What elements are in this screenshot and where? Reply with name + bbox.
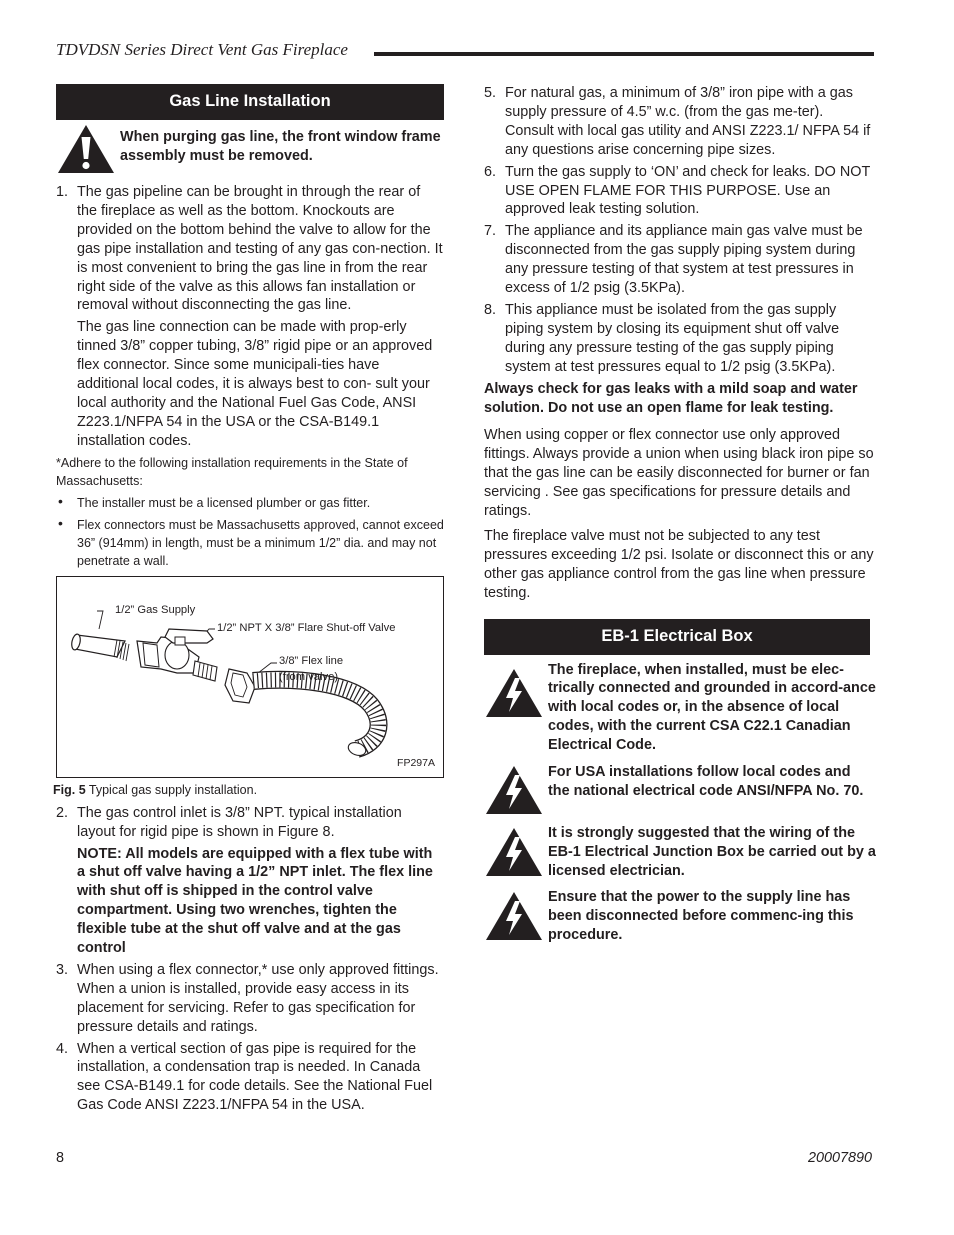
- left-list-1: [56, 183, 444, 451]
- list-item-7-number: 7.: [484, 223, 497, 240]
- figure-gas-supply: [56, 576, 444, 778]
- figure-caption-number: Fig. 5: [53, 782, 86, 797]
- lightning-triangle-icon: [484, 667, 544, 719]
- electrical-warning-3-text: It is strongly suggested that the wiring of the EB-1 Electrical Junction Box be carried out by a licensed electrician.: [548, 825, 876, 879]
- bullet-text: The installer must be a licensed plumber or gas fitter.: [77, 495, 371, 510]
- lightning-triangle-icon: [484, 890, 544, 942]
- list-item-7: [484, 222, 876, 298]
- label-flex-line-from-valve: (from valve): [279, 670, 339, 683]
- list-item-1-number: 1.: [56, 184, 69, 200]
- bullet-item: • The installer must be a licensed plumber or gas fitter.: [58, 492, 371, 510]
- lightning-triangle-icon: [484, 826, 544, 878]
- electrical-warning-2-text: For USA installations follow local codes and the national electrical code ANSI/NFPA No. 70.: [548, 764, 864, 799]
- electrical-warning-1-text: The fireplace, when installed, must be elec-trically connected and grounded in accord-ance with local codes or, in the absence of local codes, with the current CSA C22.1 Canadian Electrical Code.: [548, 661, 876, 754]
- list-item-6: [484, 163, 876, 220]
- list-item-2-note: NOTE: All models are equipped with a flex tube with a shut off valve having a 1/2” NPT inlet. The flex line with shut off is shipped in the control valve compartment. Using two wrenches, tighten the flexible tube at the shut off valve and at the gas control: [77, 845, 433, 957]
- list-item-5-number: 5.: [484, 85, 497, 101]
- list-item-2-text: The gas control inlet is 3/8” NPT. typical installation layout for rigid pipe is shown in Figure 8.: [77, 804, 402, 840]
- list-item-3-number: 3.: [56, 961, 69, 978]
- header-rule: [374, 52, 874, 56]
- electrical-warning-4: [484, 888, 876, 945]
- list-item-6-number: 6.: [484, 163, 497, 180]
- pressure-test-paragraph: The fireplace valve must not be subjected to any test pressures exceeding 1/2 psi. Isolate or disconnect this or any other gas appliance control from the gas line when pressure testing.: [484, 527, 874, 601]
- section-title-electrical-box: EB-1 Electrical Box: [484, 619, 870, 655]
- exclamation-triangle-icon: [56, 123, 116, 175]
- massachusetts-bullets: [56, 494, 444, 570]
- list-item-8-text: This appliance must be isolated from the gas supply piping system by closing its equipment shut off valve during any pressure testing of the gas supply piping system at test pressures equal to 1/2 psig (3.5KPa).: [505, 301, 840, 375]
- left-list-2: [56, 804, 444, 1116]
- label-flex-line: 3/8” Flex line: [279, 654, 344, 667]
- list-item-3: [56, 961, 444, 1037]
- leak-test-warning: Always check for gas leaks with a mild soap and water solution. Do not use an open flame for leak testing.: [484, 380, 858, 416]
- right-column: [484, 84, 876, 945]
- list-item-4-text: When a vertical section of gas pipe is required for the installation, a condensation trap is needed. In Canada see CSA-B149.1 for code details. See the National Fuel Gas Code ANSI Z223.1/NFPA 54 in the USA.: [77, 1040, 433, 1114]
- page-header: [56, 40, 874, 64]
- electrical-warning-1: [484, 661, 876, 756]
- list-item-4: [56, 1040, 444, 1116]
- label-gas-supply: 1/2” Gas Supply: [115, 603, 196, 616]
- list-item-7-text: The appliance and its appliance main gas valve must be disconnected from the gas supply piping system during any pressure testing of that system at test pressures in excess of 1/2 psig (3.5KPa).: [505, 223, 863, 297]
- figure-caption: [53, 782, 444, 798]
- massachusetts-note: *Adhere to the following installation requirements in the State of Massachusetts:: [56, 455, 408, 488]
- list-item-4-number: 4.: [56, 1040, 69, 1057]
- purge-warning: [56, 123, 444, 175]
- copper-connector-paragraph: When using copper or flex connector use only approved fittings. Always provide a union when using black iron pipe so that the gas line can be easily disconnected for burner or fan servicing . See gas specifications for pressure details and ratings.: [484, 427, 874, 520]
- list-item-1-text: The gas pipeline can be brought in through the rear of the fireplace as well as the bottom. Knockouts are provided on the bottom behind the valve to allow for the gas pipe installation and testing of any gas con-nection. It is most convenient to bring the gas line in from the rear right side of the valve as this allows fan installation or removal without disconnecting the gas line.: [77, 184, 443, 314]
- right-list: [484, 84, 876, 377]
- figure-code: FP297A: [397, 756, 435, 769]
- list-item-5-text: For natural gas, a minimum of 3/8” iron pipe with a gas supply pressure of 4.5” w.c. (from the gas me-ter). Consult with local gas utility and ANSI Z223.1/ NFPA 54 if any questions arise concerning pipe sizes.: [505, 85, 871, 158]
- section-title-gas-line: Gas Line Installation: [56, 84, 444, 120]
- bullet-item: • Flex connectors must be Massachusetts approved, cannot exceed 36” (914mm) in length, must be a minimum 1/2” dia. and may not penetrate a wall.: [58, 514, 444, 568]
- list-item-1: [56, 183, 444, 451]
- lightning-triangle-icon: [484, 764, 544, 816]
- left-column: [53, 84, 444, 1115]
- document-number: 20007890: [807, 1150, 872, 1166]
- list-item-2: [56, 804, 444, 958]
- bullet-text: Flex connectors must be Massachusetts approved, cannot exceed 36” (914mm) in length, must be a minimum 1/2” dia. and may not penetrate a wall.: [77, 517, 444, 568]
- label-shutoff-valve: 1/2” NPT X 3/8” Flare Shut-off Valve: [217, 621, 396, 634]
- header-title: TDVDSN Series Direct Vent Gas Fireplace: [56, 40, 348, 59]
- list-item-2-number: 2.: [56, 804, 69, 821]
- purge-warning-text: When purging gas line, the front window frame assembly must be removed.: [120, 129, 441, 164]
- list-item-3-text: When using a flex connector,* use only approved fittings. When a union is installed, provide easy access in its placement for servicing. Refer to gas specification for pressure details and ratings.: [77, 961, 439, 1035]
- page-number: 8: [56, 1150, 65, 1166]
- list-item-6-text: Turn the gas supply to ‘ON’ and check for leaks. DO NOT USE OPEN FLAME FOR THIS PURPOSE. Use an approved leak testing solution.: [505, 163, 870, 218]
- electrical-warning-4-text: Ensure that the power to the supply line has been disconnected before commenc-ing this procedure.: [548, 888, 854, 943]
- list-item-1-text2: The gas line connection can be made with prop-erly tinned 3/8” copper tubing, 3/8” rigid pipe or an approved flex connector. Since some municipali-ties have additional local codes, it is always best to con- sult your local authority and the National Fuel Gas Code, ANSI Z223.1/NFPA 54 in the USA or the CSA-B149.1 installation codes.: [77, 319, 433, 449]
- electrical-warning-2: [484, 763, 876, 816]
- list-item-5: [484, 84, 876, 160]
- figure-caption-text: Typical gas supply installation.: [88, 782, 258, 797]
- list-item-8: [484, 301, 876, 377]
- list-item-8-number: 8.: [484, 301, 497, 318]
- electrical-warning-3: [484, 824, 876, 881]
